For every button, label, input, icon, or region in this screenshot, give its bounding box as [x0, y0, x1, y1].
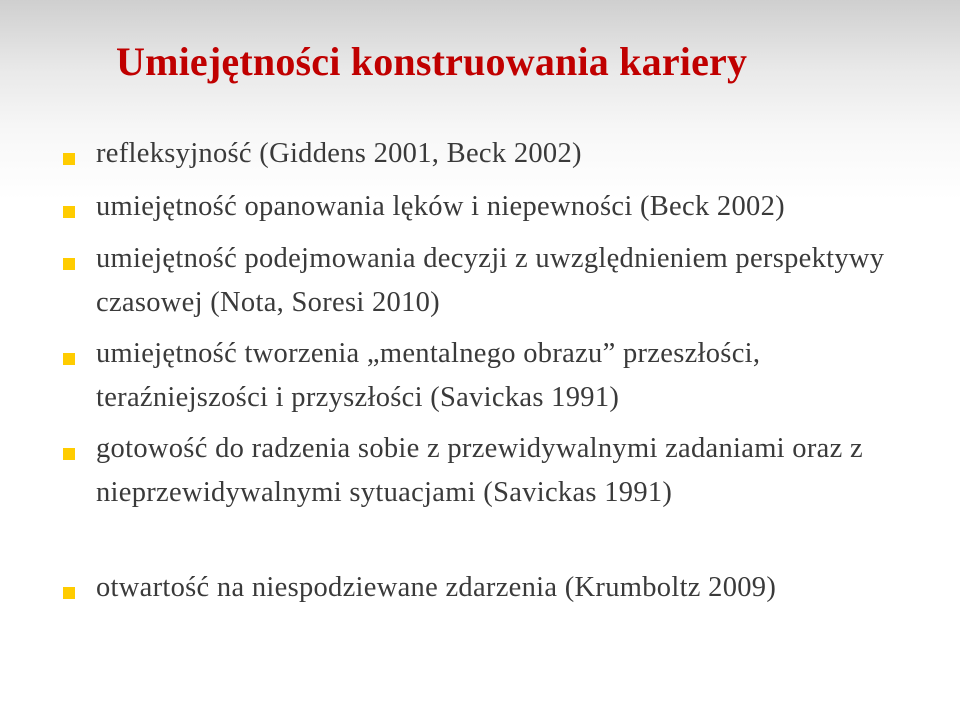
bullet-text: gotowość do radzenia sobie z przewidywalnymi zadaniami oraz z nieprzewidywalnymi sytuacjami (Savickas 1991) — [96, 433, 863, 508]
square-bullet-icon — [63, 258, 75, 270]
square-bullet-icon — [63, 587, 75, 599]
slide-title: Umiejętności konstruowania kariery — [116, 39, 748, 84]
bullet-text: umiejętność tworzenia „mentalnego obrazu” przeszłości, teraźniejszości i przyszłości (Savickas 1991) — [96, 338, 761, 413]
bullet-text: refleksyjność (Giddens 2001, Beck 2002) — [96, 138, 582, 169]
square-bullet-icon — [63, 153, 75, 165]
bullet-text: umiejętność opanowania lęków i niepewności (Beck 2002) — [96, 191, 785, 222]
square-bullet-icon — [63, 448, 75, 460]
square-bullet-icon — [63, 206, 75, 218]
bullet-text: otwartość na niespodziewane zdarzenia (Krumboltz 2009) — [96, 572, 777, 603]
bullet-text: umiejętność podejmowania decyzji z uwzględnieniem perspektywy czasowej (Nota, Soresi 2010) — [96, 243, 885, 318]
square-bullet-icon — [63, 353, 75, 365]
